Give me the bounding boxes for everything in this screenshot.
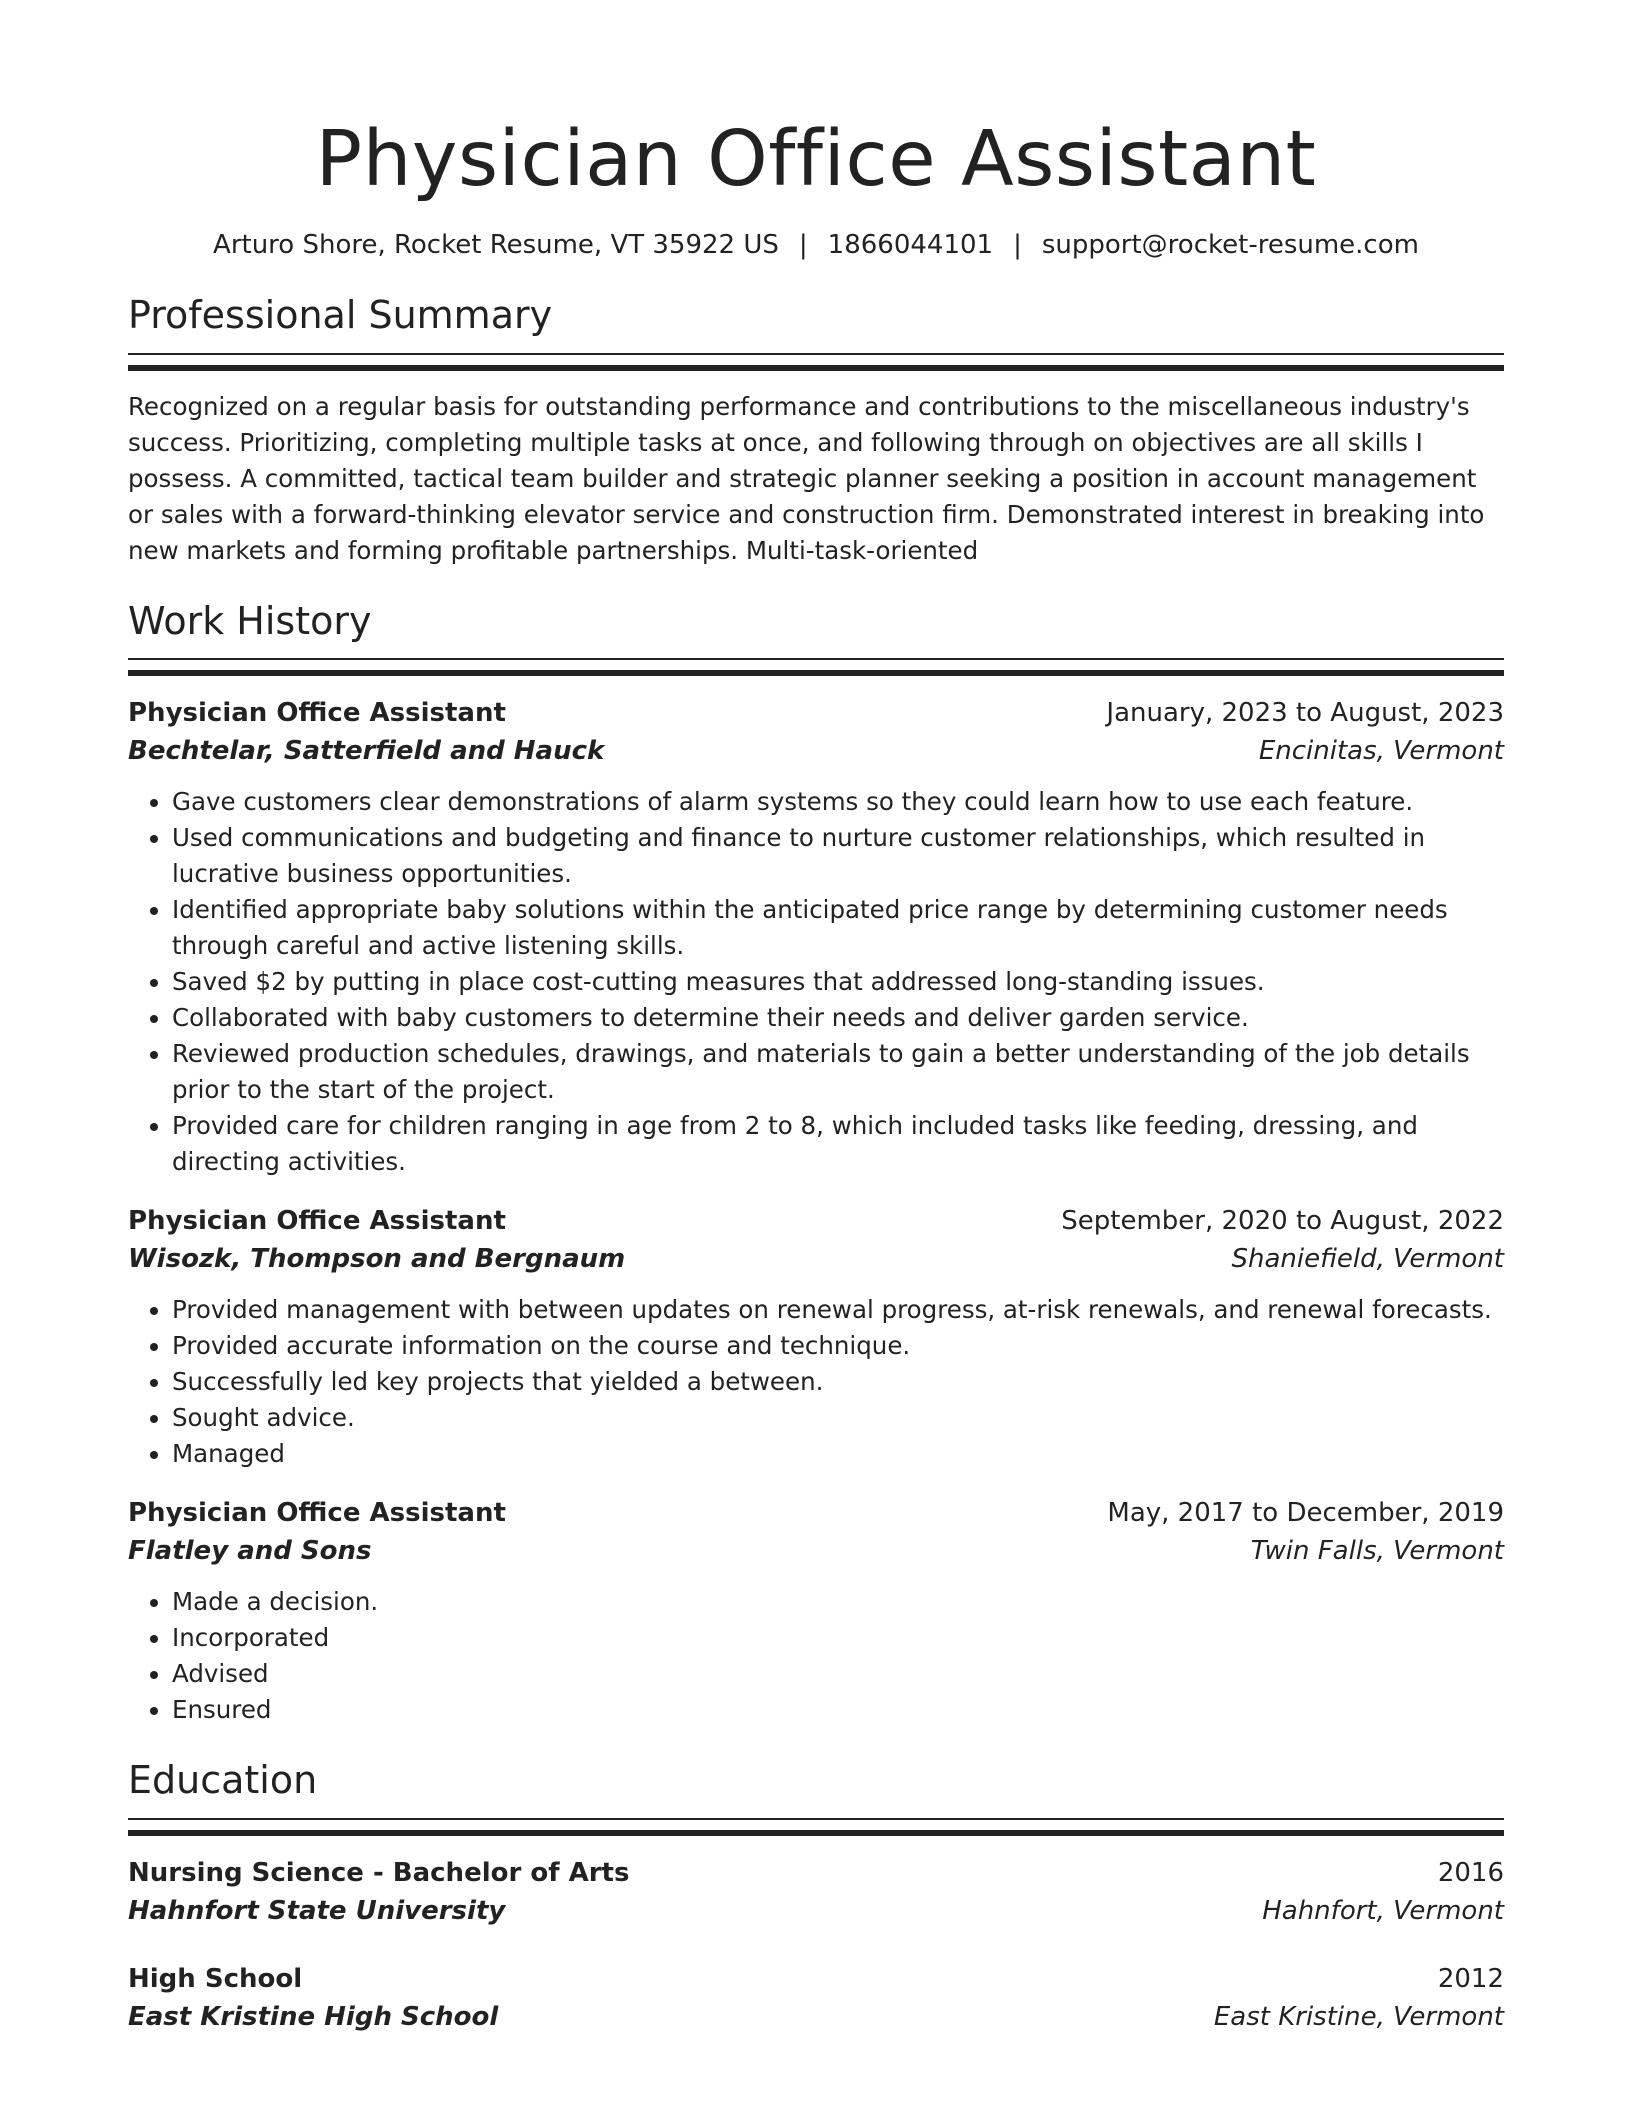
contact-email: support@rocket-resume.com — [1041, 229, 1419, 260]
job-bullet: • Managed — [172, 1436, 1504, 1472]
summary-section — [128, 293, 1504, 569]
education-header-row — [128, 1854, 1504, 1892]
section-heading-summary: Professional Summary — [128, 293, 553, 338]
education-location: Hahnfort, Vermont — [1262, 1895, 1504, 1926]
job-bullet: • Collaborated with baby customers to determine their needs and deliver garden service. — [172, 1000, 1504, 1036]
job-bullet: • Reviewed production schedules, drawings, and materials to gain a better understanding of the job details prior to the start of the project. — [172, 1036, 1504, 1108]
job-bullet: • Provided care for children ranging in age from 2 to 8, which included tasks like feeding, dressing, and directing activities. — [172, 1108, 1504, 1180]
job-entry — [128, 1494, 1504, 1728]
contact-line — [128, 227, 1504, 263]
job-location: Shaniefield, Vermont — [1231, 1244, 1504, 1275]
job-entry — [128, 694, 1504, 1180]
job-bullet: • Successfully led key projects that yielded a between. — [172, 1364, 1504, 1400]
contact-separator: | — [798, 229, 808, 260]
job-header-row — [128, 1202, 1504, 1240]
job-header-row — [128, 694, 1504, 732]
job-bullet: • Advised — [172, 1656, 1504, 1692]
education-school-row — [128, 1892, 1504, 1930]
job-bullet: • Incorporated — [172, 1620, 1504, 1656]
job-company-row — [128, 1240, 1504, 1278]
job-dates: May, 2017 to December, 2019 — [1107, 1498, 1504, 1529]
contact-address: Arturo Shore, Rocket Resume, VT 35922 US — [213, 229, 779, 260]
job-bullet: • Saved $2 by putting in place cost-cutting measures that addressed long-standing issues. — [172, 964, 1504, 1000]
education-school-row — [128, 1998, 1504, 2036]
education-school: East Kristine High School — [128, 2001, 499, 2032]
education-degree: High School — [128, 1963, 303, 1994]
section-heading-work-history: Work History — [128, 598, 372, 643]
job-bullet: • Gave customers clear demonstrations of alarm systems so they could learn how to use each feature. — [172, 784, 1504, 820]
education-header-row — [128, 1960, 1504, 1998]
job-entry — [128, 1202, 1504, 1472]
job-company: Bechtelar, Satterfield and Hauck — [128, 736, 605, 767]
job-bullet-list — [128, 784, 1504, 1180]
education-entry — [128, 1960, 1504, 2036]
job-header-row — [128, 1494, 1504, 1532]
job-location: Encinitas, Vermont — [1258, 736, 1504, 767]
job-title: Physician Office Assistant — [128, 698, 506, 729]
job-bullet-list — [128, 1584, 1504, 1728]
job-dates: January, 2023 to August, 2023 — [1106, 698, 1504, 729]
education-school: Hahnfort State University — [128, 1895, 506, 1926]
education-degree: Nursing Science - Bachelor of Arts — [128, 1857, 630, 1888]
education-entry — [128, 1854, 1504, 1930]
job-bullet-list — [128, 1292, 1504, 1472]
job-bullet: • Provided accurate information on the course and technique. — [172, 1328, 1504, 1364]
section-heading-education: Education — [128, 1758, 318, 1803]
job-bullet: • Made a decision. — [172, 1584, 1504, 1620]
job-bullet: • Used communications and budgeting and finance to nurture customer relationships, which resulted in lucrative business opportunities. — [172, 820, 1504, 892]
job-title: Physician Office Assistant — [128, 1498, 506, 1529]
job-bullet: • Provided management with between updates on renewal progress, at-risk renewals, and renewal forecasts. — [172, 1292, 1504, 1328]
section-divider — [128, 658, 1504, 676]
education-location: East Kristine, Vermont — [1213, 2001, 1504, 2032]
section-divider — [128, 1818, 1504, 1836]
job-title: Physician Office Assistant — [128, 1206, 506, 1237]
resume-title: Physician Office Assistant — [315, 115, 1317, 204]
education-section — [128, 1758, 1504, 2036]
work-history-section — [128, 599, 1504, 1729]
section-divider — [128, 353, 1504, 371]
summary-text: Recognized on a regular basis for outstanding performance and contributions to the miscellaneous industry's success. Prioritizing, completing multiple tasks at once, and following through on objectives are all skills I possess. A committed, tactical team builder and strategic planner seeking a position in account management or sales with a forward-thinking elevator service and construction firm. Demonstrated interest in breaking into new markets and forming profitable partnerships. Multi-task-oriented — [128, 391, 1485, 565]
job-company-row — [128, 732, 1504, 770]
job-company: Wisozk, Thompson and Bergnaum — [128, 1244, 626, 1275]
education-year: 2012 — [1437, 1963, 1504, 1994]
contact-phone: 1866044101 — [827, 229, 994, 260]
job-bullet: • Ensured — [172, 1692, 1504, 1728]
job-bullet: • Sought advice. — [172, 1400, 1504, 1436]
contact-separator: | — [1013, 229, 1022, 260]
job-dates: September, 2020 to August, 2022 — [1061, 1206, 1504, 1237]
education-year: 2016 — [1437, 1857, 1504, 1888]
job-company: Flatley and Sons — [128, 1536, 372, 1567]
job-location: Twin Falls, Vermont — [1250, 1536, 1504, 1567]
job-bullet: • Identified appropriate baby solutions within the anticipated price range by determining customer needs through careful and active listening skills. — [172, 892, 1504, 964]
job-company-row — [128, 1532, 1504, 1570]
